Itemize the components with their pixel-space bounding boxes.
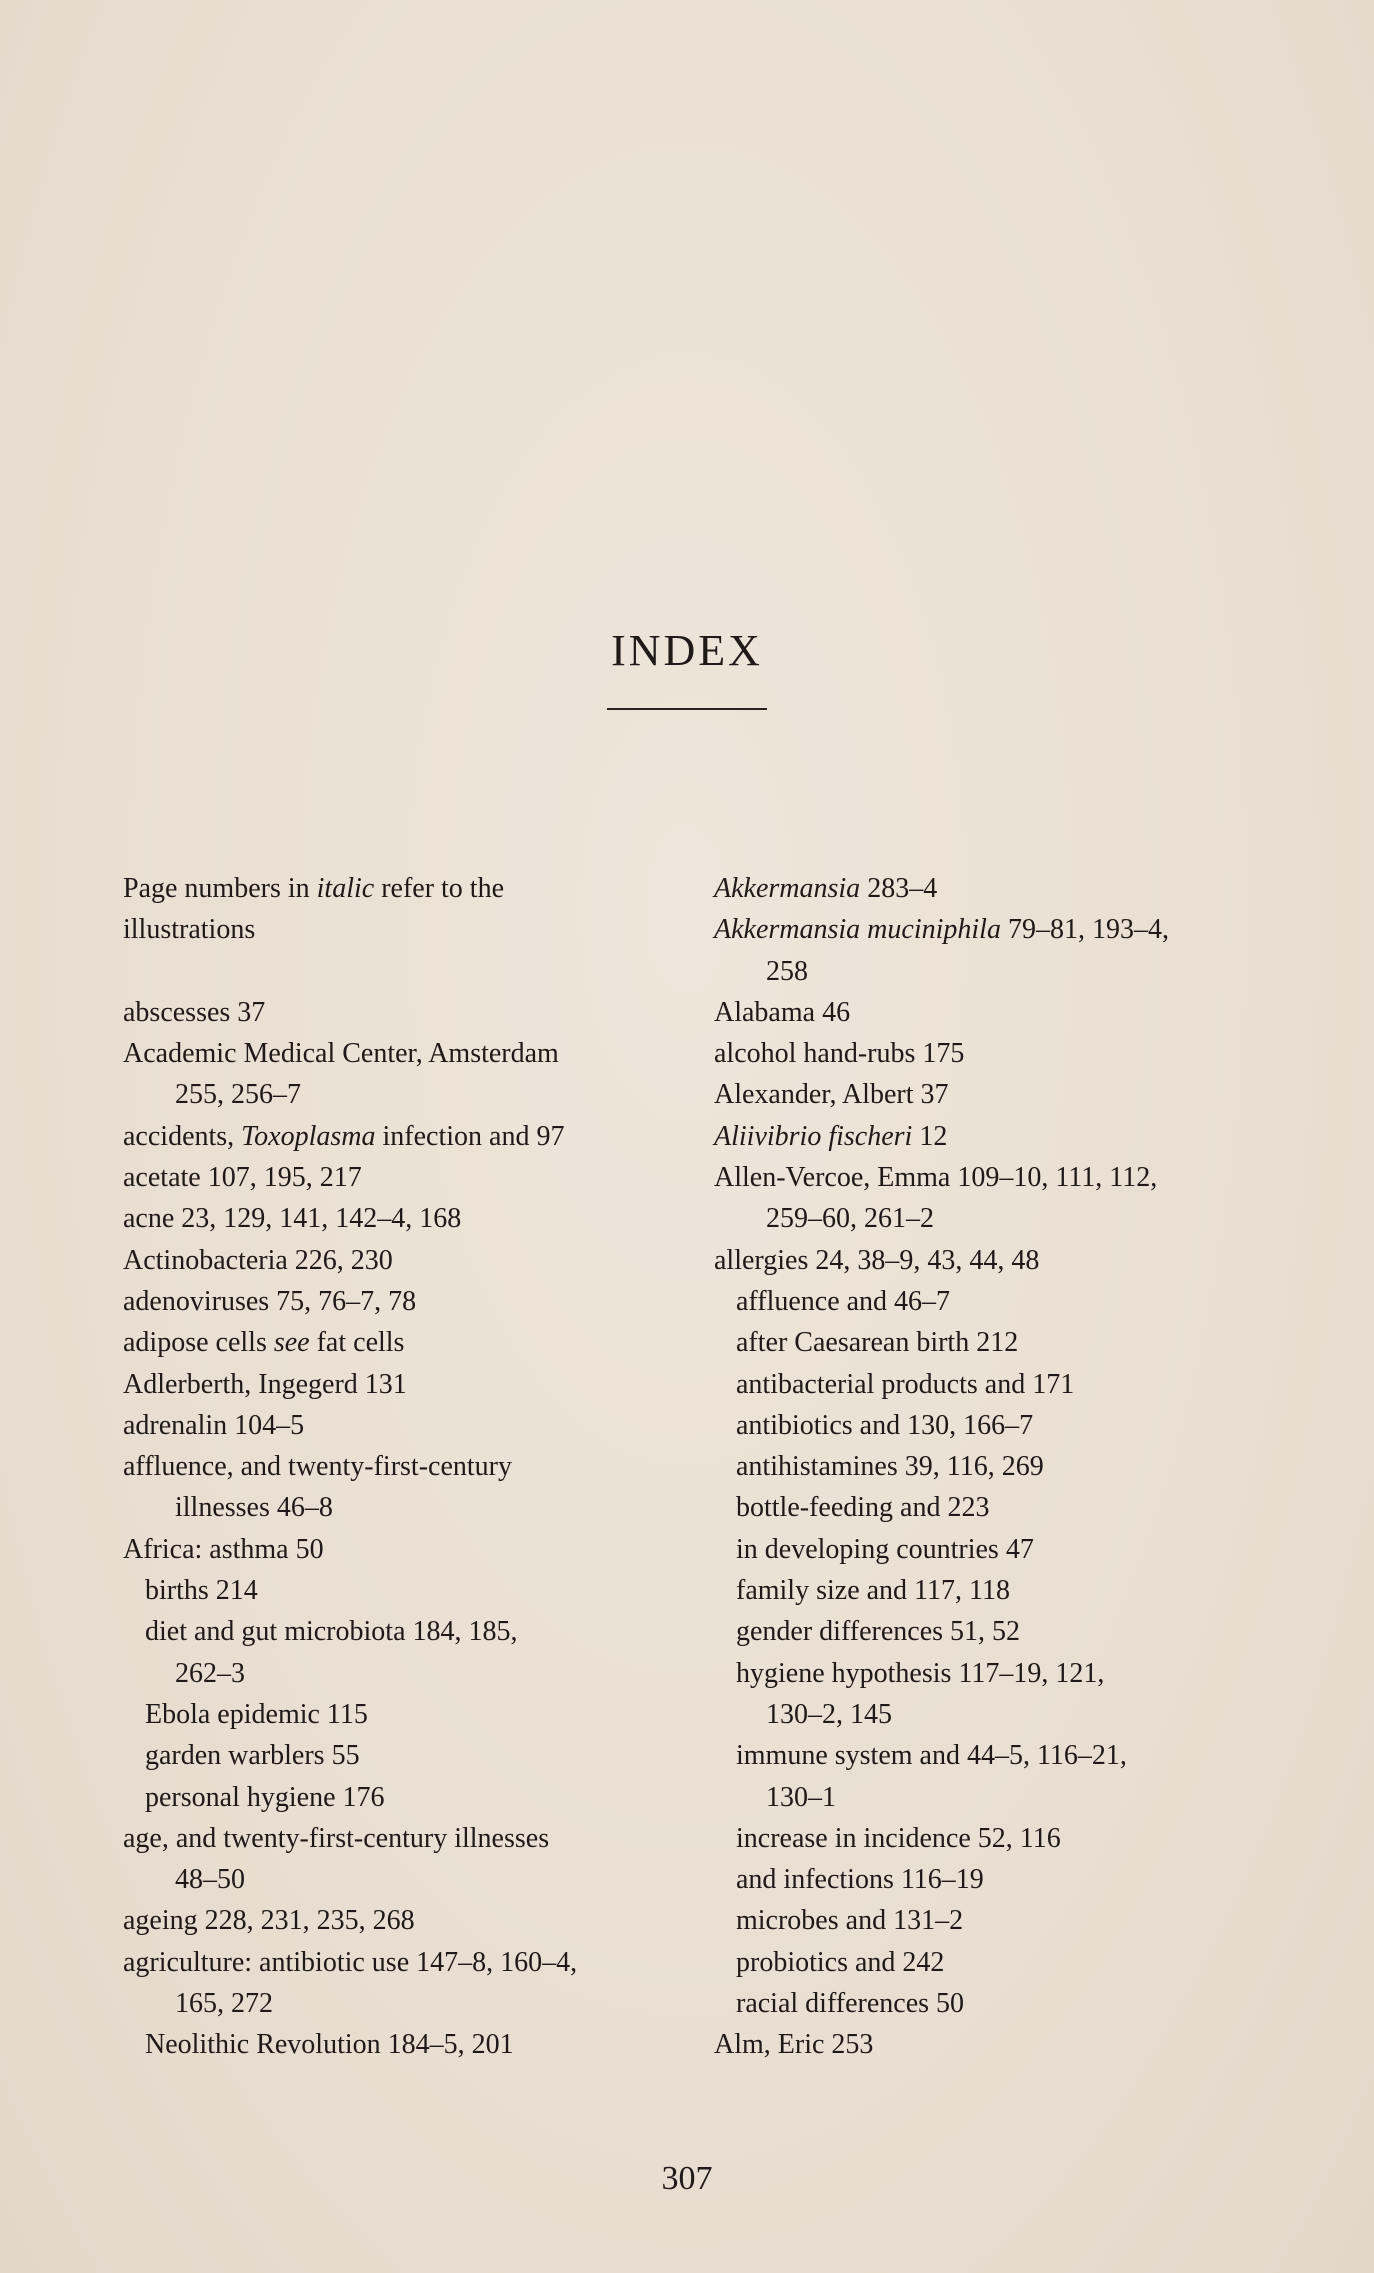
index-entry: Allen-Vercoe, Emma 109–10, 111, 112, bbox=[714, 1162, 1158, 1194]
index-entry: Actinobacteria 226, 230 bbox=[123, 1244, 393, 1276]
index-subentry: microbes and 131–2 bbox=[736, 1905, 964, 1937]
index-entry: Akkermansia muciniphila 79–81, 193–4, bbox=[714, 914, 1169, 946]
index-entry: adrenalin 104–5 bbox=[123, 1409, 305, 1441]
index-entry-cont: 259–60, 261–2 bbox=[766, 1203, 934, 1235]
index-subentry: bottle-feeding and 223 bbox=[736, 1492, 990, 1524]
index-entry: Africa: asthma 50 bbox=[123, 1533, 324, 1565]
index-entry: Alm, Eric 253 bbox=[714, 2029, 874, 2061]
index-column-right bbox=[714, 868, 1274, 2066]
index-entry-cont: 258 bbox=[766, 955, 808, 987]
index-entry: alcohol hand-rubs 175 bbox=[714, 1038, 965, 1070]
index-entry: age, and twenty-first-century illnesses bbox=[123, 1822, 550, 1854]
index-entry: adenoviruses 75, 76–7, 78 bbox=[123, 1285, 417, 1317]
index-entry: Academic Medical Center, Amsterdam bbox=[123, 1038, 559, 1070]
index-subentry: antihistamines 39, 116, 269 bbox=[736, 1451, 1044, 1483]
index-subentry: increase in incidence 52, 116 bbox=[736, 1822, 1061, 1854]
index-subentry: probiotics and 242 bbox=[736, 1946, 945, 1978]
index-subentry: immune system and 44–5, 116–21, bbox=[736, 1740, 1127, 1772]
index-subentry: antibiotics and 130, 166–7 bbox=[736, 1409, 1034, 1441]
index-subentry: and infections 116–19 bbox=[736, 1864, 984, 1896]
index-subentry: family size and 117, 118 bbox=[736, 1575, 1010, 1607]
index-entry-cont: 255, 256–7 bbox=[175, 1079, 301, 1111]
index-entry: accidents, Toxoplasma infection and 97 bbox=[123, 1120, 565, 1152]
index-subentry: Neolithic Revolution 184–5, 201 bbox=[145, 2029, 514, 2061]
index-entry: Adlerberth, Ingegerd 131 bbox=[123, 1368, 407, 1400]
index-entry: abscesses 37 bbox=[123, 996, 266, 1028]
title-rule bbox=[607, 708, 767, 710]
index-entry-cont: 130–2, 145 bbox=[766, 1698, 892, 1730]
index-entry: affluence, and twenty-first-century bbox=[123, 1451, 512, 1483]
index-subentry: affluence and 46–7 bbox=[736, 1285, 951, 1317]
index-subentry: births 214 bbox=[145, 1575, 258, 1607]
index-entry-cont: 262–3 bbox=[175, 1657, 245, 1689]
page-title: INDEX bbox=[611, 626, 763, 675]
index-subentry: in developing countries 47 bbox=[736, 1533, 1034, 1565]
index-subentry: garden warblers 55 bbox=[145, 1740, 360, 1772]
index-entry: Aliivibrio fischeri 12 bbox=[714, 1120, 948, 1152]
index-subentry: diet and gut microbiota 184, 185, bbox=[145, 1616, 518, 1648]
index-entry-cont: 48–50 bbox=[175, 1864, 245, 1896]
spacer bbox=[123, 951, 663, 992]
index-column-left bbox=[123, 868, 663, 2066]
index-entry: agriculture: antibiotic use 147–8, 160–4, bbox=[123, 1946, 578, 1978]
index-entry: ageing 228, 231, 235, 268 bbox=[123, 1905, 415, 1937]
index-entry: Akkermansia 283–4 bbox=[714, 873, 938, 904]
index-entry-cont: illnesses 46–8 bbox=[175, 1492, 333, 1524]
index-entry-cont: 130–1 bbox=[766, 1781, 836, 1813]
index-subentry: after Caesarean birth 212 bbox=[736, 1327, 1019, 1359]
index-entry: acne 23, 129, 141, 142–4, 168 bbox=[123, 1203, 462, 1235]
index-note-cont: illustrations bbox=[123, 914, 256, 946]
index-subentry: gender differences 51, 52 bbox=[736, 1616, 1021, 1648]
index-entry-cont: 165, 272 bbox=[175, 1988, 273, 2020]
index-entry: Alexander, Albert 37 bbox=[714, 1079, 949, 1111]
index-subentry: personal hygiene 176 bbox=[145, 1781, 385, 1813]
index-subentry: antibacterial products and 171 bbox=[736, 1368, 1075, 1400]
index-entry: allergies 24, 38–9, 43, 44, 48 bbox=[714, 1244, 1040, 1276]
index-subentry: racial differences 50 bbox=[736, 1988, 965, 2020]
index-entry: Alabama 46 bbox=[714, 996, 851, 1028]
index-entry: adipose cells see fat cells bbox=[123, 1327, 405, 1359]
index-subentry: hygiene hypothesis 117–19, 121, bbox=[736, 1657, 1105, 1689]
index-note: Page numbers in italic refer to the bbox=[123, 873, 505, 904]
index-entry: acetate 107, 195, 217 bbox=[123, 1162, 362, 1194]
index-subentry: Ebola epidemic 115 bbox=[145, 1698, 368, 1730]
page-number: 307 bbox=[661, 2160, 713, 2197]
